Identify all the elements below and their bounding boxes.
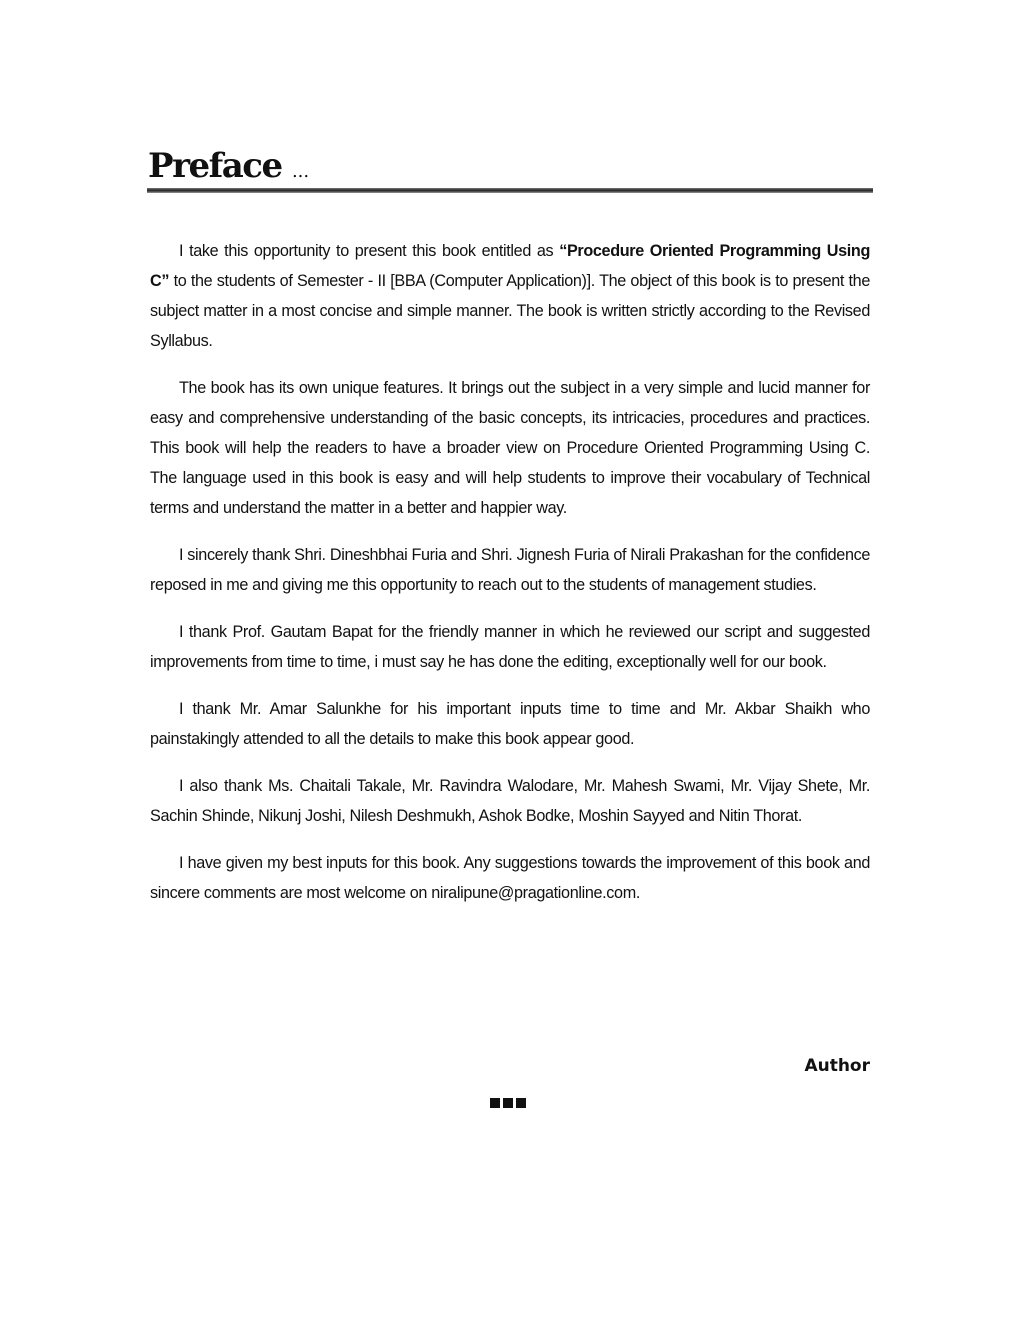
end-square-icon xyxy=(516,1098,526,1108)
paragraph-6: I also thank Ms. Chaitali Takale, Mr. Ravindra Walodare, Mr. Mahesh Swami, Mr. Vijay Shete, Mr. Sachin Shinde, Nikunj Joshi, Nilesh Deshmukh, Ashok Bodke, Moshin Sayyed and Nitin Thorat. xyxy=(150,777,870,825)
title-ellipsis: ... xyxy=(291,161,310,182)
end-square-icon xyxy=(503,1098,513,1108)
p1-text-rest: to the students of Semester - II [BBA (Computer Application)]. The object of this book is to present the subject matter in a most concise and simple manner. The book is written strictly according to the Revised Syllabus. xyxy=(150,272,870,350)
title-text: Preface xyxy=(148,146,282,186)
end-marker xyxy=(490,1098,526,1108)
paragraph-7: I have given my best inputs for this book. Any suggestions towards the improvement of this book and sincere comments are most welcome on niralipune@pragationline.com. xyxy=(150,854,870,902)
paragraph-4: I thank Prof. Gautam Bapat for the friendly manner in which he reviewed our script and suggested improvements from time to time, i must say he has done the editing, exceptionally well for our book. xyxy=(150,623,870,671)
end-square-icon xyxy=(490,1098,500,1108)
book-title: “Procedure Oriented Programming Using C” xyxy=(150,242,871,290)
paragraph-3: I sincerely thank Shri. Dineshbhai Furia and Shri. Jignesh Furia of Nirali Prakashan for the confidence reposed in me and giving me this opportunity to reach out to the students of management studies. xyxy=(150,546,870,594)
title-rule xyxy=(147,188,873,193)
preface-body xyxy=(150,236,870,925)
paragraph-1 xyxy=(150,236,870,356)
paragraph-5: I thank Mr. Amar Salunkhe for his important inputs time to time and Mr. Akbar Shaikh who painstakingly attended to all the details to make this book appear good. xyxy=(150,700,870,748)
p1-text: I take this opportunity to present this book entitled as xyxy=(179,242,560,260)
author-signature: Author xyxy=(804,1056,870,1076)
paragraph-2: The book has its own unique features. It brings out the subject in a very simple and lucid manner for easy and comprehensive understanding of the basic concepts, its intricacies, procedures and practices. This book will help the readers to have a broader view on Procedure Oriented Programming Using C. The language used in this book is easy and will help students to improve their vocabulary of Technical terms and understand the matter in a better and happier way. xyxy=(150,379,870,517)
page-title xyxy=(148,146,309,186)
